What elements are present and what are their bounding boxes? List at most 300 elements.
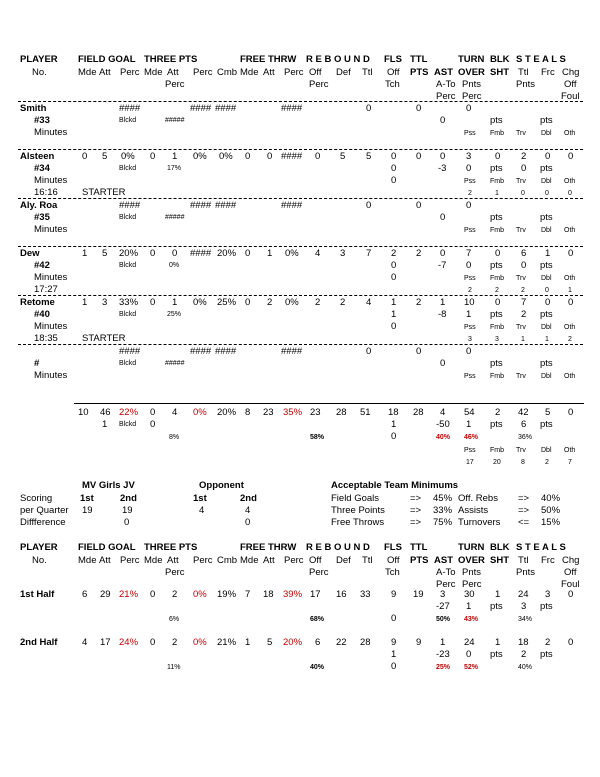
trv-label: Trv [516,178,526,185]
pts-label: pts [490,260,503,271]
pts-label: pts [540,358,553,369]
stl: 2 [521,151,527,162]
turn: 0 [466,346,472,357]
fga: 17 [100,637,111,648]
stl: 24 [518,589,529,600]
fmb-label: Fmb [490,275,504,282]
hdr-mde2: Mde [144,555,163,566]
tpp: 0% [193,151,207,162]
treb: 28 [360,637,371,648]
fmb-label: Fmb [490,227,504,234]
minutes-label: Minutes [34,272,68,283]
pts-label: pts [490,601,503,612]
turn: 7 [466,248,472,259]
chg: 0 [568,407,574,418]
blk: 0 [495,151,501,162]
hdr-att: Att [99,555,111,566]
oth: 7 [568,459,572,466]
dbl-label: Dbl [541,324,552,331]
blk: 1 [495,589,501,600]
dbl: 0 [545,287,549,294]
pss-label: Pss [464,130,476,137]
col-2nd: 2nd [120,493,137,504]
player-name: Retome [20,297,55,308]
min-arrow: => [410,517,422,528]
fmb-label: Fmb [490,178,504,185]
hdr-perc: Perc [120,67,140,78]
fgm: 4 [82,637,88,648]
fgm: 10 [78,407,89,418]
hdr-off-fls: Off [387,555,400,566]
tp-perc: #### [190,200,212,211]
cmb: 20% [217,407,237,418]
cmb-perc: #### [215,346,237,357]
fga: 5 [102,151,108,162]
hdr-ato: A-To [436,567,456,578]
min-pct: 45% [433,493,453,504]
blk: 0 [495,248,501,259]
hdr-no: No. [32,67,47,78]
trv-label: Trv [516,447,526,454]
hdr-ato-perc: Perc [436,91,456,102]
min-pct2: 40% [541,493,561,504]
stl-pct: 40% [518,664,533,671]
to-pct: 43% [464,616,479,623]
fgm: 0 [82,151,88,162]
to-pct: 46% [464,434,479,441]
chg: 0 [568,248,574,259]
tch2: 0 [391,661,397,672]
pts-label: pts [490,358,503,369]
ast-pct: 50% [436,616,451,623]
blckd-label: Blckd [119,421,137,428]
blckd-label: Blckd [119,360,137,367]
pts-label: pts [490,212,503,223]
player-number: #35 [34,212,50,223]
treb: 51 [360,407,371,418]
mv-1st: 19 [82,505,93,516]
hdr-pnts-perc: Perc [462,91,482,102]
dbl-label: Dbl [541,178,552,185]
treb: 0 [366,200,372,211]
hdr-mde: Mde [78,67,97,78]
pss-label: Pss [464,227,476,234]
tch2: 0 [391,321,397,332]
turn: 24 [464,637,475,648]
dreb: 16 [336,589,347,600]
player-name: Alsteen [20,151,55,162]
ft-perc: #### [281,103,303,114]
hdr-ttl-stl: Ttl [518,67,529,78]
fgp: 0% [121,151,135,162]
divider [18,198,583,199]
dreb: 28 [336,407,347,418]
fmb-label: Fmb [490,324,504,331]
fta: 0 [267,151,273,162]
hdr-over: OVER [458,555,485,566]
treb: 4 [366,297,372,308]
ast: 0 [440,248,446,259]
trv: 0 [521,190,525,197]
min-pct2: 15% [541,517,561,528]
scoring-label: Scoring [20,493,53,504]
ftm: 0 [245,151,251,162]
chg: 0 [568,297,574,308]
hdr-def: Def [336,555,351,566]
minutes-label: Minutes [34,175,68,186]
hdr-perc3: Perc [284,555,304,566]
tpm: 0 [150,248,156,259]
player-name: Dew [20,248,40,259]
dreb: 5 [340,151,346,162]
pts-label: pts [490,115,503,126]
ft-perc: #### [281,200,303,211]
oth-label: Oth [564,447,576,454]
cmb: 21% [217,637,237,648]
hdr-ttl-reb: Ttl [362,67,373,78]
stl: 18 [518,637,529,648]
ato: -27 [436,601,450,612]
ft-perc: #### [281,346,303,357]
blckd: 0 [150,419,156,430]
min-label2: Off. Rebs [458,493,498,504]
trv-label: Trv [516,324,526,331]
trv-label: Trv [516,227,526,234]
ast-pct: 40% [436,434,451,441]
dbl: 1 [545,336,549,343]
ftp: #### [281,151,303,162]
fls: 18 [388,407,399,418]
min-arrow2: <= [518,517,530,528]
opponent-name: Opponent [199,480,244,491]
fta: 18 [263,589,274,600]
pss-label: Pss [464,447,476,454]
tch: 0 [391,163,397,174]
pss-label: Pss [464,178,476,185]
to-pts: 1 [466,601,472,612]
ato: -23 [436,649,450,660]
dbl-label: Dbl [541,373,552,380]
to-pts: 0 [466,260,472,271]
dreb: 3 [340,248,346,259]
min-label: Field Goals [331,493,380,504]
frc: 3 [545,589,551,600]
starter-label: STARTER [82,187,126,198]
ato: 0 [440,212,446,223]
fga: 3 [102,297,108,308]
tch2: 0 [391,175,397,186]
minutes-label: Minutes [34,127,68,138]
min-label: Three Points [331,505,385,516]
fg-perc: #### [119,346,141,357]
hdr-chg-off: Off [564,567,577,578]
ast: 4 [440,407,446,418]
pss-label: Pss [464,324,476,331]
stl-pts: 0 [521,260,527,271]
pts-label: pts [540,419,553,430]
hdr-ast: AST [434,67,453,78]
player-name: Smith [20,103,47,114]
trv: 8 [521,459,525,466]
ato: -7 [438,260,447,271]
tch: 1 [391,309,397,320]
dbl-label: Dbl [541,275,552,282]
min-pct: 33% [433,505,453,516]
fgp: 33% [119,297,139,308]
hdr-three-pts: THREE PTS [144,54,198,65]
turn: 0 [466,200,472,211]
pts-label: pts [540,212,553,223]
divider [18,246,583,247]
stl: 6 [521,248,527,259]
stl-pts: 0 [521,163,527,174]
cmb: 19% [217,589,237,600]
pss: 17 [466,459,474,466]
hdr-off: Off [309,555,322,566]
ftm: 0 [245,297,251,308]
fmb: 2 [495,287,499,294]
stl-pts: 2 [521,309,527,320]
hdr-steals: S T E A L S [516,54,566,65]
hdr-no: No. [32,555,47,566]
stl: 7 [521,297,527,308]
hdr-chg: Chg [562,555,580,566]
fta: 2 [267,297,273,308]
hdr-frc: Frc [541,555,555,566]
hdr-rebound: R E B O U N D [306,54,370,65]
hdr-tch: Tch [385,79,400,90]
fgp: 22% [119,407,139,418]
col-1st: 1st [80,493,94,504]
fgm: 1 [82,297,88,308]
min-label2: Turnovers [458,517,501,528]
pss: 2 [468,287,472,294]
hdr-cmb: Cmb [217,555,238,566]
hdr-def: Def [336,67,351,78]
minutes-label: Minutes [34,370,68,381]
cmb-perc: #### [215,200,237,211]
ttl-pts: 19 [413,589,424,600]
fls: 9 [391,589,397,600]
blk-pct: 25% [167,311,182,318]
difference-label: Diffference [20,517,66,528]
ast: 1 [440,637,446,648]
frc: 1 [545,248,551,259]
fls: 0 [391,151,397,162]
blk-pct: ##### [165,360,185,367]
dbl-label: Dbl [541,227,552,234]
pts-label: pts [540,601,553,612]
tch: 0 [391,260,397,271]
blckd-label: Blckd [119,262,137,269]
pts-label: pts [490,419,503,430]
oreb: 23 [310,407,321,418]
minutes-label: Minutes [34,321,68,332]
oreb: 4 [315,248,321,259]
ttl-pts: 0 [416,151,422,162]
oth: 2 [568,336,572,343]
tpa: 2 [172,589,178,600]
blckd-label: Blckd [119,311,137,318]
trv: 2 [521,287,525,294]
min-arrow: => [410,493,422,504]
hdr-frc: Frc [541,67,555,78]
tpa: 0 [172,248,178,259]
trv-label: Trv [516,373,526,380]
turn: 0 [466,103,472,114]
hdr-mde3: Mde [240,67,259,78]
tpa: 1 [172,151,178,162]
fmb-label: Fmb [490,373,504,380]
oth-label: Oth [564,227,576,234]
treb: 5 [366,151,372,162]
hdr-perc-sub: Perc [165,567,185,578]
tch2: 0 [391,613,397,624]
to-pts: 1 [466,419,472,430]
fga: 29 [100,589,111,600]
fmb-label: Fmb [490,130,504,137]
ttl-pts: 0 [416,346,422,357]
pss: 3 [468,336,472,343]
stl-pts: 3 [521,601,527,612]
hdr-blk: BLK [490,54,510,65]
per-quarter-label: per Quarter [20,505,69,516]
divider [18,344,583,345]
minutes-value: 16:16 [34,187,58,198]
hdr-fls: FLS [384,542,402,553]
oth: 1 [568,287,572,294]
hdr-player: PLAYER [20,54,58,65]
blk-pct: 17% [167,165,182,172]
diff-opp: 0 [245,517,251,528]
fta: 1 [267,248,273,259]
tpm: 0 [150,637,156,648]
hdr-perc-sub: Perc [165,79,185,90]
hdr-mde: Mde [78,555,97,566]
cmb-perc: #### [215,103,237,114]
minutes-value: 18:35 [34,333,58,344]
dbl-label: Dbl [541,447,552,454]
turn: 54 [464,407,475,418]
blk-pct: 8% [169,434,180,441]
oreb: 6 [315,637,321,648]
to-pts: 0 [466,649,472,660]
hdr-off-perc: Perc [309,79,329,90]
pts-label: pts [490,309,503,320]
reb-pct: 40% [310,664,325,671]
hdr-over: OVER [458,67,485,78]
hdr-steals: S T E A L S [516,542,566,553]
blckd-label: Blckd [119,117,137,124]
tpp: 0% [193,297,207,308]
pts-label: pts [540,163,553,174]
hdr-turn: TURN [458,54,485,65]
stl-pts: 6 [521,419,527,430]
hdr-perc2: Perc [193,67,213,78]
dbl-label: Dbl [541,130,552,137]
trv: 1 [521,336,525,343]
hdr-att2: Att [167,555,179,566]
ftp: 20% [283,637,303,648]
hdr-att3: Att [263,555,275,566]
hdr-off-perc: Perc [309,567,329,578]
stl-pts: 2 [521,649,527,660]
blk-pct: ##### [165,214,185,221]
cmb: 25% [217,297,237,308]
ftp: 35% [283,407,303,418]
oreb: 0 [315,151,321,162]
ftm: 1 [245,637,251,648]
hdr-cmb: Cmb [217,67,238,78]
totals-rule [74,403,584,404]
hdr-pnts-perc: Perc [462,579,482,590]
to-pts: 0 [466,163,472,174]
to-pts: 1 [466,309,472,320]
col-opp-1st: 1st [193,493,207,504]
fga: 5 [102,248,108,259]
blckd-label: Blckd [119,214,137,221]
frc: 0 [545,151,551,162]
team-name: MV Girls JV [82,480,135,491]
min-label2: Assists [458,505,489,516]
frc: 0 [545,297,551,308]
hdr-blk: BLK [490,542,510,553]
treb: 7 [366,248,372,259]
player-name: Aly. Roa [20,200,58,211]
hdr-ast: AST [434,555,453,566]
dreb: 22 [336,637,347,648]
fgm: 1 [82,248,88,259]
blk: 1 [495,637,501,648]
hdr-perc2: Perc [193,555,213,566]
oreb: 2 [315,297,321,308]
treb: 0 [366,103,372,114]
diff-2nd: 0 [124,517,130,528]
dbl: 2 [545,459,549,466]
tch: 1 [391,649,397,660]
hdr-ttl-stl: Ttl [518,555,529,566]
half-label: 2nd Half [20,637,58,648]
stl: 42 [518,407,529,418]
pts-label: pts [540,309,553,320]
pts-label: pts [540,115,553,126]
min-label: Free Throws [331,517,385,528]
hdr-sht: SHT [490,555,509,566]
ttl-pts: 0 [416,103,422,114]
fmb-label: Fmb [490,447,504,454]
tpp: 0% [193,637,207,648]
oth-label: Oth [564,373,576,380]
dbl: 0 [545,190,549,197]
ast: 3 [440,589,446,600]
divider [18,101,583,102]
ttl-pts: 2 [416,297,422,308]
starter-label: STARTER [82,333,126,344]
hdr-att2: Att [167,67,179,78]
oreb: 17 [310,589,321,600]
turn: 3 [466,151,472,162]
pts-label: pts [540,260,553,271]
ttl-pts: 28 [413,407,424,418]
ato: -8 [438,309,447,320]
oth-label: Oth [564,130,576,137]
pss-label: Pss [464,373,476,380]
stl-pct: 34% [518,616,533,623]
hdr-ttl: TTL [410,542,428,553]
reb-pct: 58% [310,434,325,441]
hdr-foul: Foul [561,579,580,590]
tpa: 2 [172,637,178,648]
